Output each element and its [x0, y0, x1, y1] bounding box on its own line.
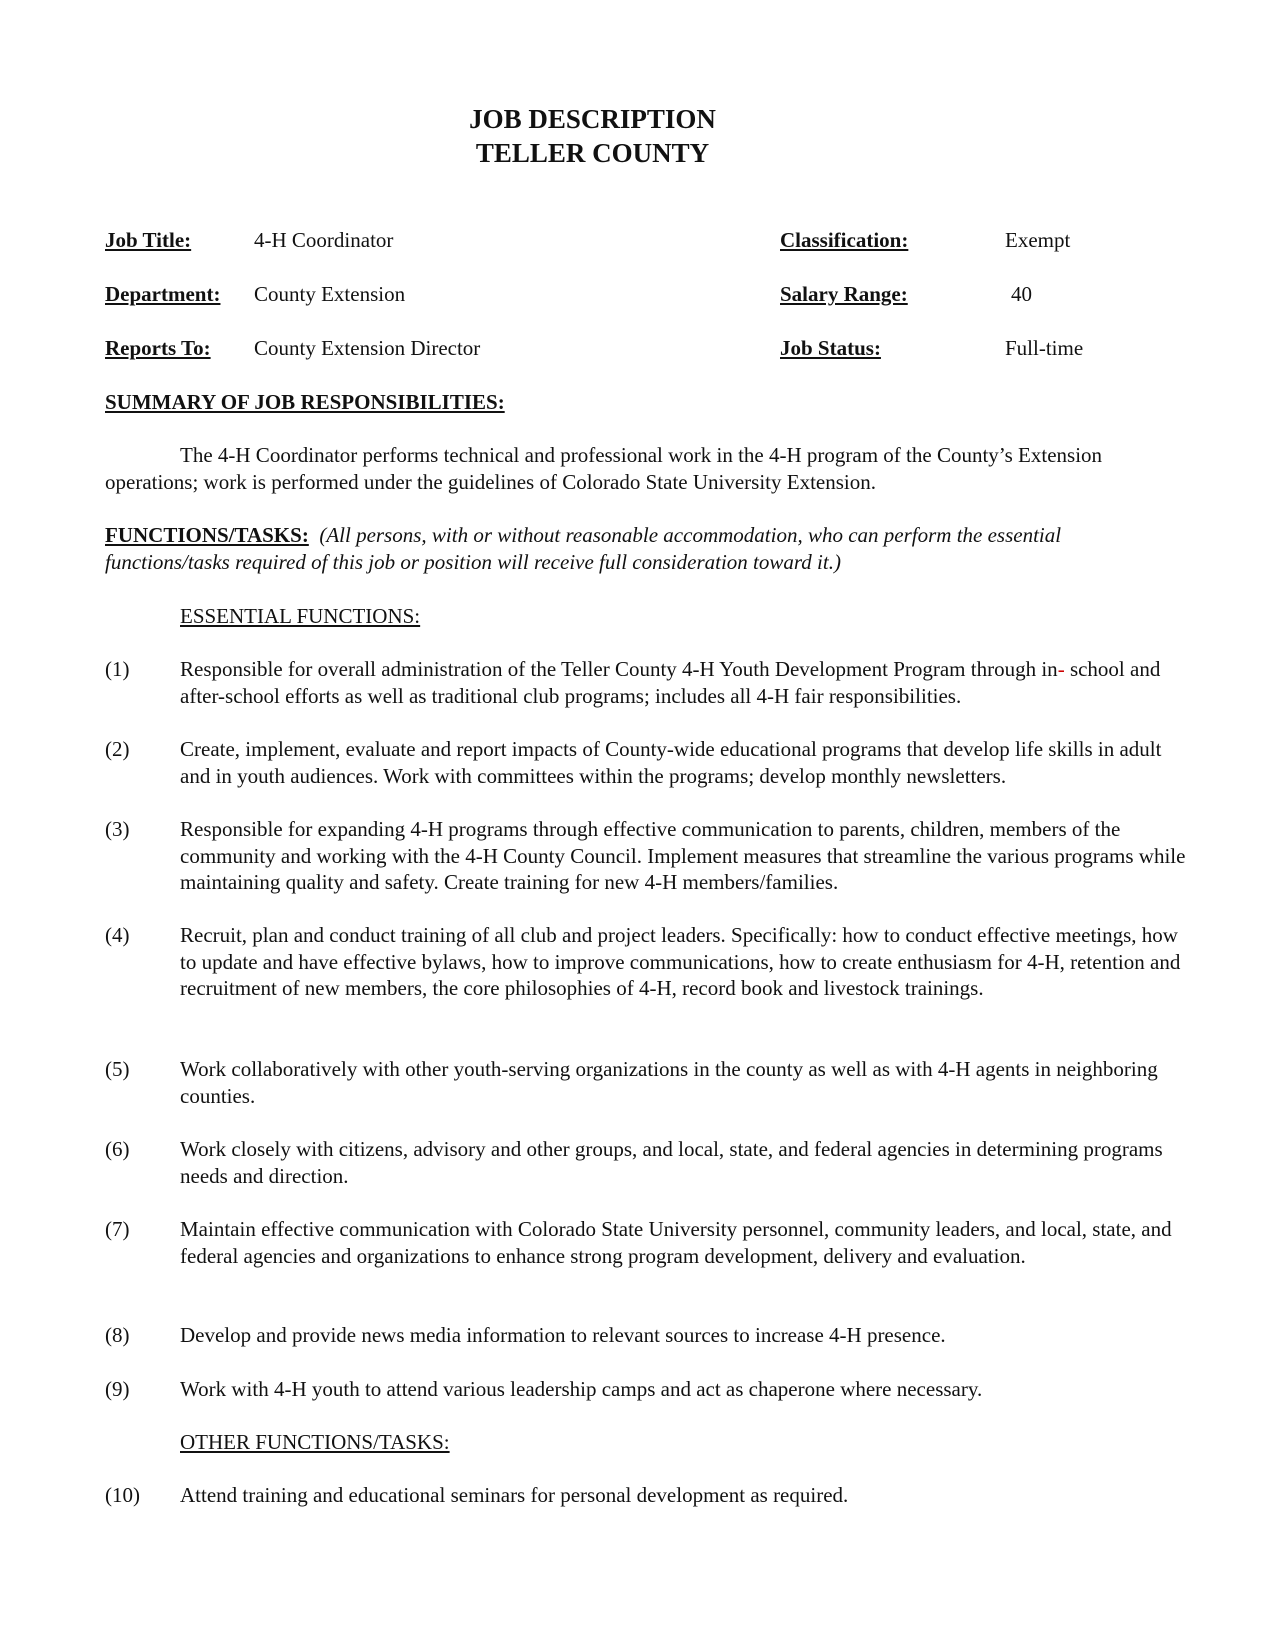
list-item — [105, 1482, 1190, 1509]
title-line-2: TELLER COUNTY — [475, 138, 710, 168]
item-number: (3) — [105, 817, 130, 841]
job-status-label: Job Status: — [780, 336, 881, 360]
list-item — [105, 1136, 1190, 1189]
item-text: Create, implement, evaluate and report impacts of County-wide educational programs that develop life skills in adult and in youth audiences. Work with committees within the programs; develop monthly newsletters. — [180, 737, 1162, 788]
other-functions-heading: OTHER FUNCTIONS/TASKS: — [180, 1430, 450, 1454]
list-item — [105, 1216, 1190, 1269]
job-status-value: Full-time — [1005, 336, 1084, 360]
list-item — [105, 816, 1190, 896]
list-item — [105, 1376, 1190, 1403]
list-item — [105, 736, 1190, 789]
functions-intro — [105, 522, 1190, 575]
department-label: Department: — [105, 282, 221, 306]
item-number: (6) — [105, 1137, 130, 1161]
item-text: Work with 4-H youth to attend various leadership camps and act as chaperone where necessary. — [180, 1377, 983, 1401]
item-number: (9) — [105, 1377, 130, 1401]
salary-range-value: 40 — [1011, 282, 1032, 306]
item-number: (1) — [105, 657, 130, 681]
item-text: Work closely with citizens, advisory and other groups, and local, state, and federal agencies in determining programs needs and direction. — [180, 1137, 1163, 1188]
item-text: Recruit, plan and conduct training of all club and project leaders. Specifically: how to conduct effective meetings, how to update and have effective bylaws, how to improve communications, how to create enthusiasm for 4-H, retention and recruitment of new members, the core philosophies of 4-H, record book and livestock trainings. — [180, 923, 1181, 1000]
list-item — [105, 1322, 1190, 1349]
item-number: (7) — [105, 1217, 130, 1241]
item-number: (10) — [105, 1483, 140, 1507]
job-title-value: 4-H Coordinator — [254, 228, 394, 252]
item-text: Develop and provide news media information to relevant sources to increase 4-H presence. — [180, 1323, 946, 1347]
item-text: Attend training and educational seminars for personal development as required. — [180, 1483, 849, 1507]
reports-to-value: County Extension Director — [254, 336, 481, 360]
item-number: (2) — [105, 737, 130, 761]
item-text: Responsible for expanding 4-H programs through effective communication to parents, children, members of the community and working with the 4-H County Council. Implement measures that streamline the various programs while maintaining quality and safety. Create training for new 4-H members/families. — [180, 817, 1186, 894]
classification-label: Classification: — [780, 228, 909, 252]
department-value: County Extension — [254, 282, 406, 306]
summary-heading: SUMMARY OF JOB RESPONSIBILITIES: — [105, 390, 505, 414]
list-item — [105, 1056, 1190, 1109]
item-text: Maintain effective communication with Colorado State University personnel, community leaders, and local, state, and federal agencies and organizations to enhance strong program development, delivery and evaluation. — [180, 1217, 1172, 1268]
item-number: (5) — [105, 1057, 130, 1081]
summary-paragraph — [105, 442, 1185, 495]
document-title — [0, 102, 1185, 170]
functions-note: (All persons, with or without reasonable accommodation, who can perform the essential functions/tasks required of this job or position will receive full consideration toward it.) — [105, 523, 1062, 574]
classification-value: Exempt — [1005, 228, 1071, 252]
list-item — [105, 656, 1190, 709]
essential-functions-heading: ESSENTIAL FUNCTIONS: — [180, 604, 421, 628]
item-number: (8) — [105, 1323, 130, 1347]
title-line-1: JOB DESCRIPTION — [469, 104, 716, 134]
item-text: Responsible for overall administration of the Teller County 4-H Youth Development Program through in- school and after-school efforts as well as traditional club programs; includes all 4-H fair responsibilities. — [180, 657, 1161, 708]
salary-range-label: Salary Range: — [780, 282, 908, 306]
item-text: Work collaboratively with other youth-serving organizations in the county as well as with 4-H agents in neighboring counties. — [180, 1057, 1158, 1108]
summary-text: The 4-H Coordinator performs technical and professional work in the 4-H program of the County’s Extension operations; work is performed under the guidelines of Colorado State University Extension. — [105, 443, 1103, 494]
reports-to-label: Reports To: — [105, 336, 211, 360]
list-item — [105, 922, 1190, 1002]
job-title-label: Job Title: — [105, 228, 192, 252]
item-number: (4) — [105, 923, 130, 947]
functions-heading: FUNCTIONS/TASKS: — [105, 523, 309, 547]
